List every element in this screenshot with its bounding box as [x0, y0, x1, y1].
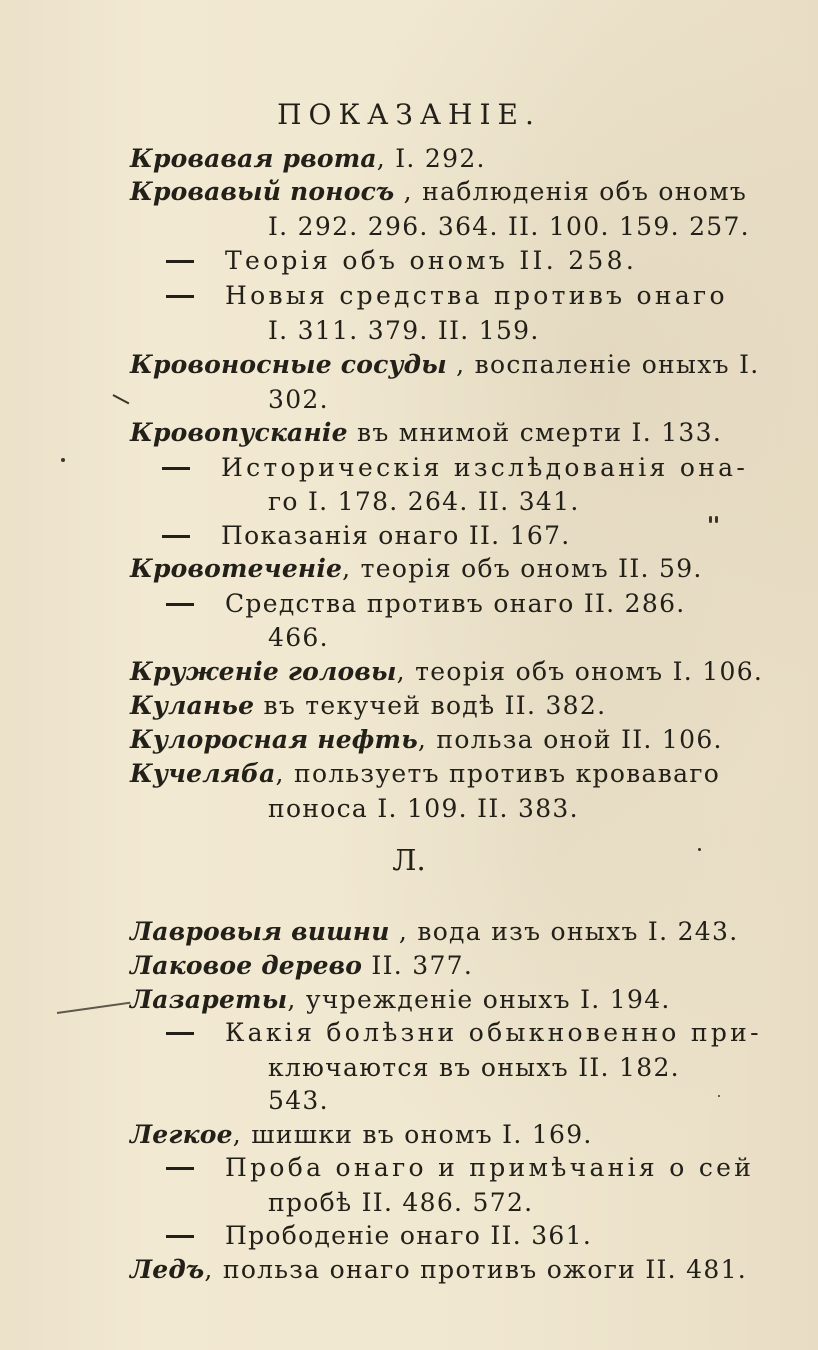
entry-text: , вода изъ оныхъ I. 243.: [389, 917, 739, 946]
em-dash-rule: [166, 1235, 194, 1238]
index-subentry: [166, 278, 728, 314]
em-dash-rule: [162, 467, 190, 470]
index-subentry: [162, 450, 748, 486]
paper-speck: [715, 516, 718, 523]
entry-text: Теорія объ ономъ II. 258.: [225, 246, 638, 275]
entry-text: , польза оной II. 106.: [417, 725, 723, 754]
index-subentry: [166, 1015, 762, 1051]
index-entry-continuation: [268, 620, 329, 656]
page-heading: ПОКАЗАНІЕ.: [277, 98, 541, 131]
index-subentry: [166, 243, 637, 279]
paper-speck: [709, 516, 712, 523]
index-entry-continuation: [268, 1050, 680, 1086]
entry-text: , I. 292.: [376, 144, 486, 173]
entry-text: , пользуетъ противъ кроваваго: [275, 759, 721, 788]
entry-term: Куланье: [130, 691, 255, 720]
entry-text: , теорія объ ономъ II. 59.: [342, 554, 703, 583]
index-entry: [130, 551, 703, 587]
entry-term: Лавровыя вишни: [130, 917, 390, 946]
entry-term: Кровотеченіе: [130, 554, 343, 583]
index-entry-continuation: [268, 382, 329, 418]
index-entry: [130, 415, 722, 451]
index-entry: [130, 347, 760, 383]
entry-text: , воспаленіе оныхъ I.: [446, 350, 760, 379]
em-dash-rule: [166, 1032, 194, 1035]
entry-text: Средства противъ онаго II. 286.: [225, 589, 686, 618]
entry-term: Кровавый поносъ: [130, 177, 395, 206]
entry-term: Лазареты: [130, 985, 288, 1014]
entry-term: Ледъ: [130, 1255, 205, 1284]
entry-text: I. 311. 379. II. 159.: [268, 316, 540, 345]
em-dash-rule: [166, 260, 194, 263]
index-entry-continuation: [268, 1185, 533, 1221]
paper-speck: [698, 848, 701, 851]
em-dash-rule: [166, 1167, 194, 1170]
entry-text: I. 292. 296. 364. II. 100. 159. 257.: [268, 212, 750, 241]
entry-text: , шишки въ ономъ I. 169.: [232, 1120, 593, 1149]
entry-text: Какія болѣзни обыкновенно при-: [225, 1018, 762, 1047]
entry-text: Показанія онаго II. 167.: [221, 521, 571, 550]
entry-text: Новыя средства противъ онаго: [225, 281, 728, 310]
entry-text: , польза онаго противъ ожоги II. 481.: [204, 1255, 748, 1284]
index-subentry: [162, 518, 571, 554]
entry-text: II. 377.: [362, 951, 474, 980]
entry-text: Проба онаго и примѣчанія о сей: [225, 1153, 755, 1182]
index-entry-continuation: [268, 209, 750, 245]
entry-text: го I. 178. 264. II. 341.: [268, 487, 580, 516]
entry-text: , теорія объ ономъ I. 106.: [396, 657, 764, 686]
index-entry-continuation: [268, 791, 579, 827]
index-entry: [130, 948, 473, 984]
entry-text: , наблюденія объ ономъ: [394, 177, 748, 206]
index-entry: [130, 654, 763, 690]
entry-text: въ мнимой смерти I. 133.: [347, 418, 723, 447]
em-dash-rule: [166, 603, 194, 606]
entry-term: Кулоросная нефть: [130, 725, 418, 754]
index-entry: [130, 1117, 593, 1153]
entry-text: въ текучей водѣ II. 382.: [254, 691, 607, 720]
page-scratch: [113, 394, 130, 404]
index-entry-continuation: [268, 313, 540, 349]
index-entry: [130, 141, 486, 177]
entry-term: Кровопусканіе: [130, 418, 348, 447]
index-entry: [130, 688, 606, 724]
index-entry: [130, 756, 720, 792]
entry-text: ключаются въ оныхъ II. 182.: [268, 1053, 680, 1082]
entry-text: Историческія изслѣдованія она-: [221, 453, 749, 482]
index-subentry: [166, 586, 686, 622]
entry-term: Легкое: [130, 1120, 233, 1149]
entry-term: Круженіе головы: [130, 657, 397, 686]
entry-text: 543.: [268, 1086, 329, 1115]
page-scratch: [57, 1002, 131, 1014]
index-subentry: [166, 1218, 592, 1254]
index-entry: [130, 982, 671, 1018]
entry-text: 466.: [268, 623, 329, 652]
entry-text: Прободеніе онаго II. 361.: [225, 1221, 593, 1250]
entry-text: пробѣ II. 486. 572.: [268, 1188, 534, 1217]
em-dash-rule: [162, 535, 190, 538]
entry-text: 302.: [268, 385, 329, 414]
em-dash-rule: [166, 295, 194, 298]
index-entry: [130, 174, 747, 210]
entry-term: Кровавая рвота: [130, 144, 377, 173]
paper-speck: [718, 1095, 720, 1097]
index-entry: [130, 722, 723, 758]
entry-term: Лаковое дерево: [130, 951, 363, 980]
section-letter: Л.: [392, 843, 426, 877]
index-subentry: [166, 1150, 754, 1186]
index-entry-continuation: [268, 484, 580, 520]
index-entry-continuation: [268, 1083, 329, 1119]
index-entry: [130, 914, 738, 950]
entry-text: , учрежденіе оныхъ I. 194.: [287, 985, 671, 1014]
paper-speck: [61, 458, 65, 462]
index-entry: [130, 1252, 747, 1288]
entry-term: Кучеляба: [130, 759, 276, 788]
entry-term: Кровоносные сосуды: [130, 350, 447, 379]
entry-text: поноса I. 109. II. 383.: [268, 794, 579, 823]
